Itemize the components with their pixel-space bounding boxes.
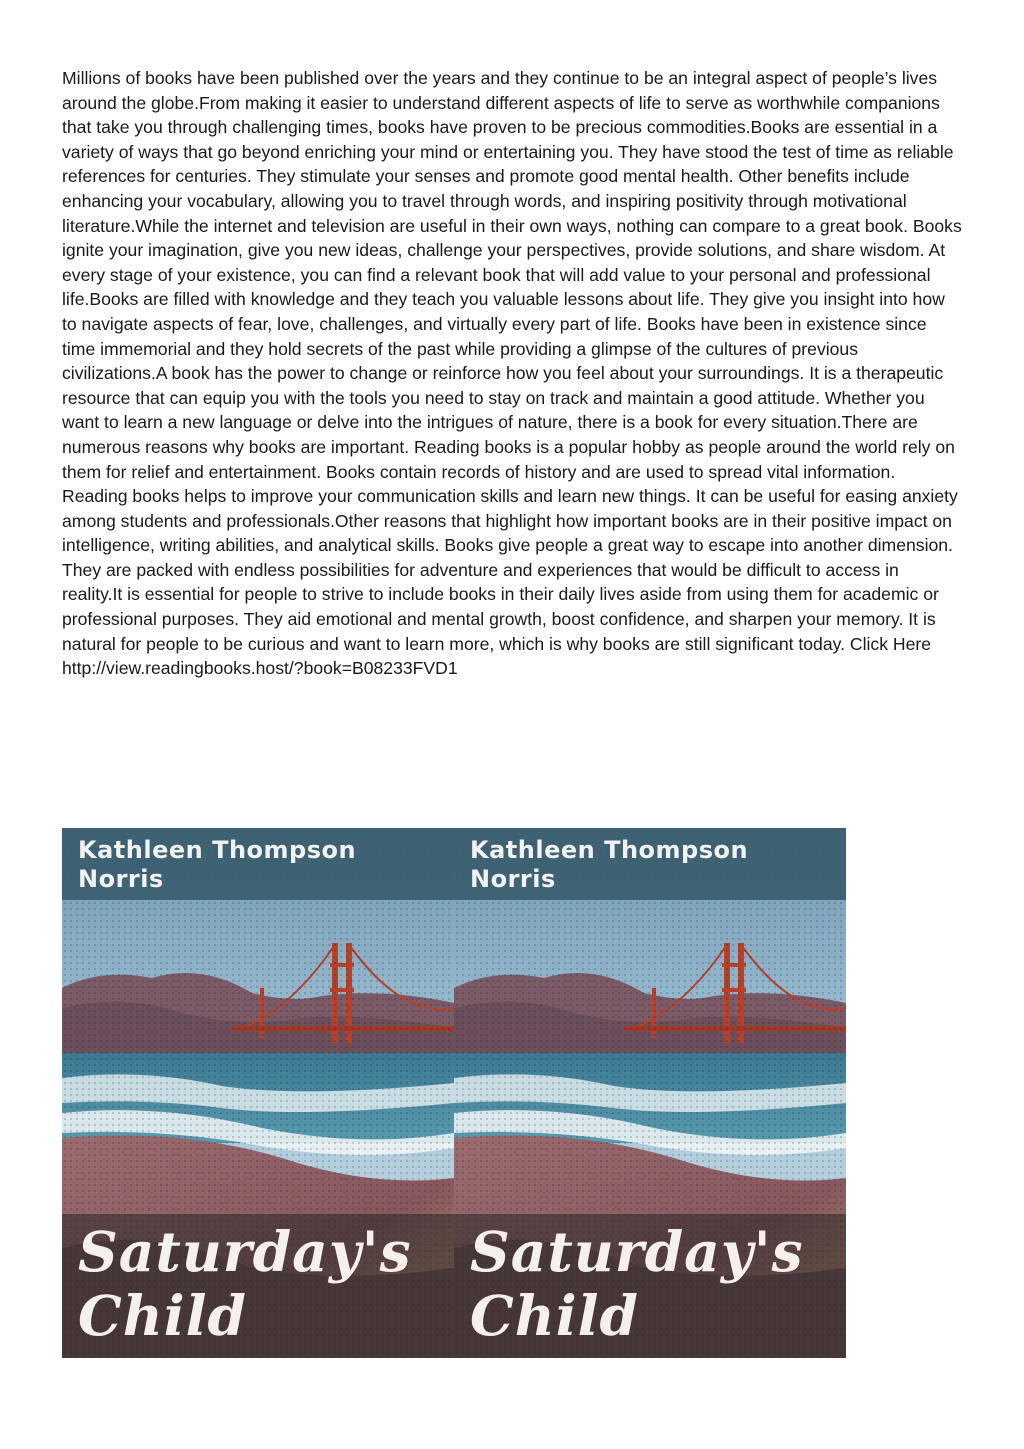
cover-author xyxy=(78,836,448,894)
cover-title xyxy=(78,1220,454,1348)
cover-title-line2: Child xyxy=(470,1283,640,1348)
cover-title-line1: Saturday's xyxy=(78,1219,412,1284)
cover-title xyxy=(470,1220,846,1348)
body-paragraph: Millions of books have been published over the years and they continue to be an integral aspect of people’s lives around the globe.From making it easier to understand different aspects of life to serve as worthwhile companions that take you through challenging times, books have proven to be precious commodities.Books are essential in a variety of ways that go beyond enriching your mind or entertaining you. They have stood the test of time as reliable references for centuries. They stimulate your senses and promote good mental health. Other benefits include enhancing your vocabulary, allowing you to travel through words, and inspiring positivity through motivational literature.While the internet and television are useful in their own ways, nothing can compare to a great book. Books ignite your imagination, give you new ideas, challenge your perspectives, provide solutions, and share wisdom. At every stage of your existence, you can find a relevant book that will add value to your personal and professional life.Books are filled with knowledge and they teach you valuable lessons about life. They give you insight into how to navigate aspects of fear, love, challenges, and virtually every part of life. Books have been in existence since time immemorial and they hold secrets of the past while providing a glimpse of the cultures of previous civilizations.A book has the power to change or reinforce how you feel about your surroundings. It is a therapeutic resource that can equip you with the tools you need to stay on track and maintain a good attitude. Whether you want to learn a new language or delve into the intrigues of nature, there is a book for every situation.There are numerous reasons why books are important. Reading books is a popular hobby as people around the world rely on them for relief and entertainment. Books contain records of history and are used to spread vital information. Reading books helps to improve your communication skills and learn new things. It can be useful for easing anxiety among students and professionals.Other reasons that highlight how important books are in their positive impact on intelligence, writing abilities, and analytical skills. Books give people a great way to escape into another dimension. They are packed with endless possibilities for adventure and experiences that would be difficult to access in reality.It is essential for people to strive to include books in their daily lives aside from using them for academic or professional purposes. They aid emotional and mental growth, boost confidence, and sharpen your memory. It is natural for people to be curious and want to learn more, which is why books are still significant today. Click Here http://view.readingbooks.host/?book=B08233FVD1 xyxy=(62,68,962,679)
cover-author-line2: Norris xyxy=(470,865,556,893)
cover-title-line2: Child xyxy=(78,1283,248,1348)
book-cover-strip xyxy=(62,828,846,1358)
book-cover xyxy=(62,828,454,1358)
cover-author-line1: Kathleen Thompson xyxy=(78,836,357,864)
book-cover xyxy=(454,828,846,1358)
cover-title-line1: Saturday's xyxy=(470,1219,804,1284)
cover-author xyxy=(470,836,840,894)
cover-author-line2: Norris xyxy=(78,865,164,893)
cover-author-line1: Kathleen Thompson xyxy=(470,836,749,864)
